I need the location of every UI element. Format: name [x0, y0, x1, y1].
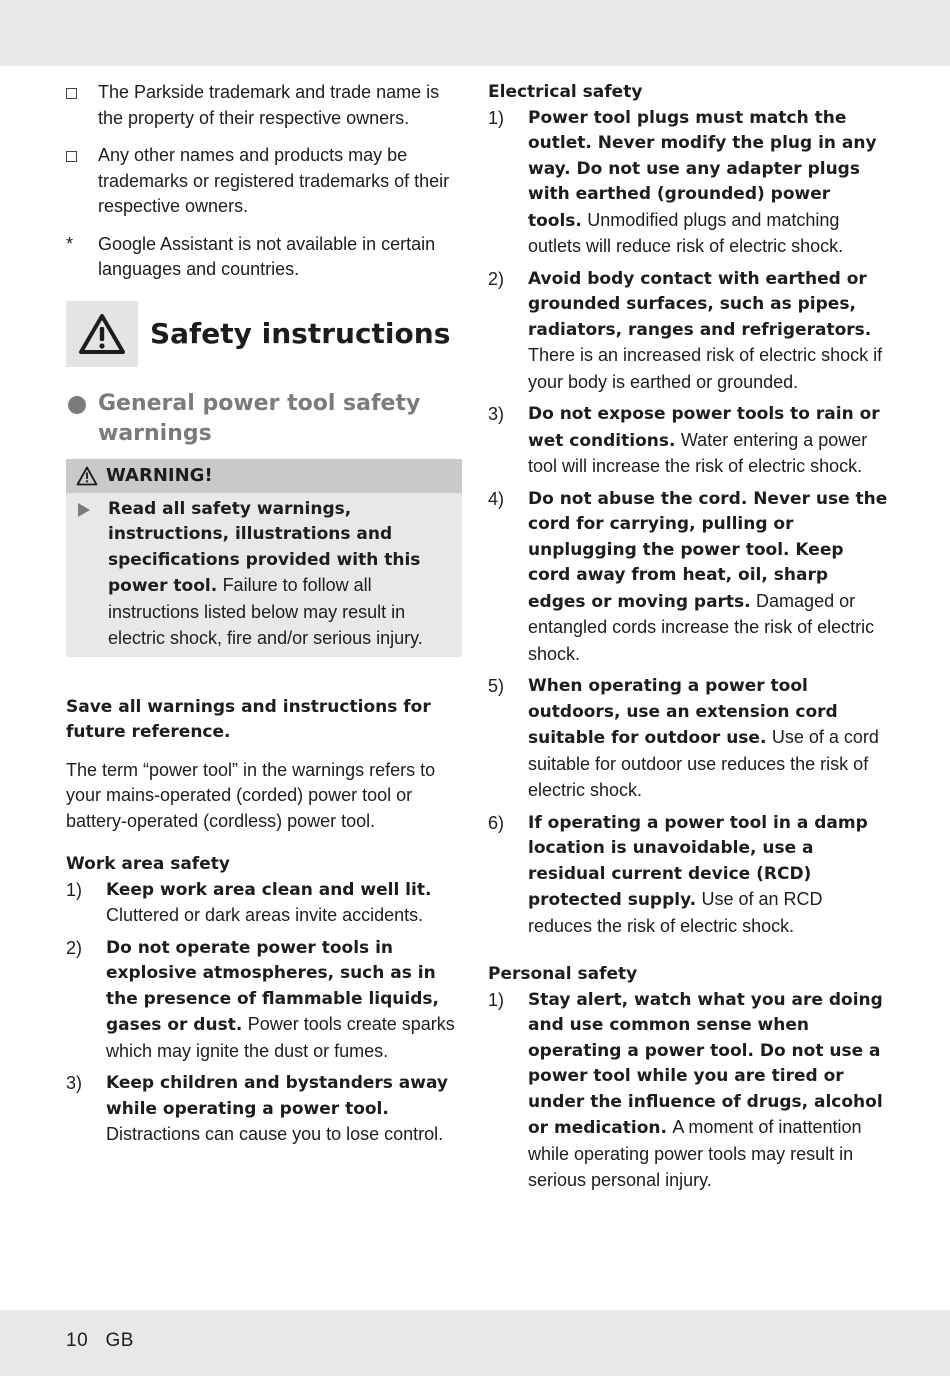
item-number: 1) — [488, 989, 505, 1010]
warning-text: Failure to follow all instructions listed below may result in electric shock, fire and/or serious injury. — [108, 575, 423, 648]
section-title-personal: Personal safety — [488, 964, 638, 984]
item-bold-text: Stay alert, watch what you are doing and use common sense when operating a power tool. Do not use a power tool while you are tired or under the influence of drugs, alcohol or medication. — [528, 989, 883, 1138]
square-bullet-icon — [66, 80, 86, 107]
save-instructions-note: Save all warnings and instructions for future reference. — [66, 696, 431, 742]
item-number: 3) — [66, 1073, 83, 1093]
item-number: 2) — [488, 268, 505, 289]
definition-paragraph: The term “power tool” in the warnings refers to your mains-operated (corded) power tool or battery-operated (cordless) power tool. — [66, 759, 436, 831]
list-item — [488, 811, 888, 941]
arrow-right-icon — [78, 503, 90, 517]
item-text: Unmodified plugs and matching outlets will reduce risk of electric shock. — [528, 209, 844, 256]
item-bold-text: Avoid body contact with earthed or grounded surfaces, such as pipes, radiators, ranges and refrigerators. — [528, 268, 872, 340]
page-title: Safety instructions — [150, 317, 451, 350]
trademark-note — [66, 143, 462, 220]
item-bold-text: Do not operate power tools in explosive atmospheres, such as in the presence of flammable liquids, gases or dust. — [106, 937, 439, 1035]
section-heading-text: General power tool safety warnings — [98, 390, 421, 446]
list-item — [488, 674, 888, 805]
header-band — [0, 0, 950, 66]
availability-note — [66, 232, 462, 283]
trademark-note — [66, 80, 462, 131]
warning-body — [66, 493, 462, 657]
item-number: 3) — [488, 404, 505, 424]
warning-bold-text: Read all safety warnings, instructions, illustrations and specifications provided with this power tool. — [108, 498, 421, 596]
footer-band — [0, 1310, 950, 1376]
left-column — [66, 80, 462, 1155]
item-bold-text: Do not abuse the cord. Never use the cord for carrying, pulling or unplugging the power tool. Keep cord away from heat, oil, sharp edges or moving parts. — [528, 488, 888, 612]
item-bold-text: Power tool plugs must match the outlet. Never modify the plug in any way. Do not use any adapter plugs with earthed (grounded) power tools. — [528, 107, 877, 231]
item-bold-text: Keep children and bystanders away while operating a power tool. — [106, 1073, 449, 1119]
item-text: Water entering a power tool will increase the risk of electric shock. — [528, 429, 868, 476]
circle-bullet-icon — [68, 396, 86, 414]
item-text: There is an increased risk of electric shock if your body is earthed or grounded. — [528, 345, 883, 392]
section-heading — [66, 389, 462, 449]
item-text: Use of an RCD reduces the risk of electric shock. — [528, 889, 823, 936]
list-item — [488, 106, 888, 261]
item-text: Damaged or entangled cords increase the risk of electric shock. — [528, 590, 875, 664]
note-text: Google Assistant is not available in certain languages and countries. — [98, 233, 436, 279]
warning-triangle-icon — [66, 301, 138, 367]
list-item — [66, 1071, 462, 1149]
item-text: Cluttered or dark areas invite accidents. — [106, 905, 424, 925]
list-item — [488, 487, 888, 669]
warning-header — [66, 459, 462, 493]
item-text: Distractions can cause you to lose control. — [106, 1124, 444, 1144]
list-item — [66, 878, 462, 930]
item-number: 1) — [66, 879, 83, 900]
warning-box — [66, 459, 462, 657]
right-column — [488, 80, 888, 1201]
page-number-value: 10 — [66, 1330, 89, 1351]
section-title-electrical: Electrical safety — [488, 82, 643, 102]
list-item — [488, 988, 888, 1195]
note-text: Any other names and products may be trademarks or registered trademarks of their respective owners. — [98, 145, 450, 216]
item-bold-text: Do not expose power tools to rain or wet conditions. — [528, 404, 880, 451]
note-text: The Parkside trademark and trade name is the property of their respective owners. — [98, 82, 440, 128]
item-number: 6) — [488, 812, 505, 833]
warning-triangle-icon — [76, 466, 98, 486]
list-item — [488, 402, 888, 481]
item-text: A moment of inattention while operating power tools may result in serious personal injury. — [528, 1117, 862, 1190]
safety-title-block — [66, 301, 462, 367]
section-title-work-area: Work area safety — [66, 854, 230, 874]
item-number: 4) — [488, 488, 505, 509]
item-number: 5) — [488, 676, 505, 696]
square-bullet-icon — [66, 143, 86, 170]
list-item — [488, 267, 888, 397]
item-bold-text: If operating a power tool in a damp location is unavoidable, use a residual current device (RCD) protected supply. — [528, 812, 868, 910]
item-bold-text: When operating a power tool outdoors, use an extension cord suitable for outdoor use. — [528, 676, 838, 748]
item-number: 1) — [488, 107, 505, 128]
item-text: Power tools create sparks which may ignite the dust or fumes. — [106, 1014, 455, 1061]
list-item — [66, 936, 462, 1066]
item-bold-text: Keep work area clean and well lit. — [106, 879, 432, 900]
asterisk-marker: * — [66, 233, 74, 254]
item-text: Use of a cord suitable for outdoor use reduces the risk of electric shock. — [528, 727, 879, 800]
warning-label: WARNING! — [106, 465, 213, 486]
page-number — [66, 1330, 134, 1352]
language-code: GB — [105, 1330, 134, 1351]
item-number: 2) — [66, 937, 83, 958]
